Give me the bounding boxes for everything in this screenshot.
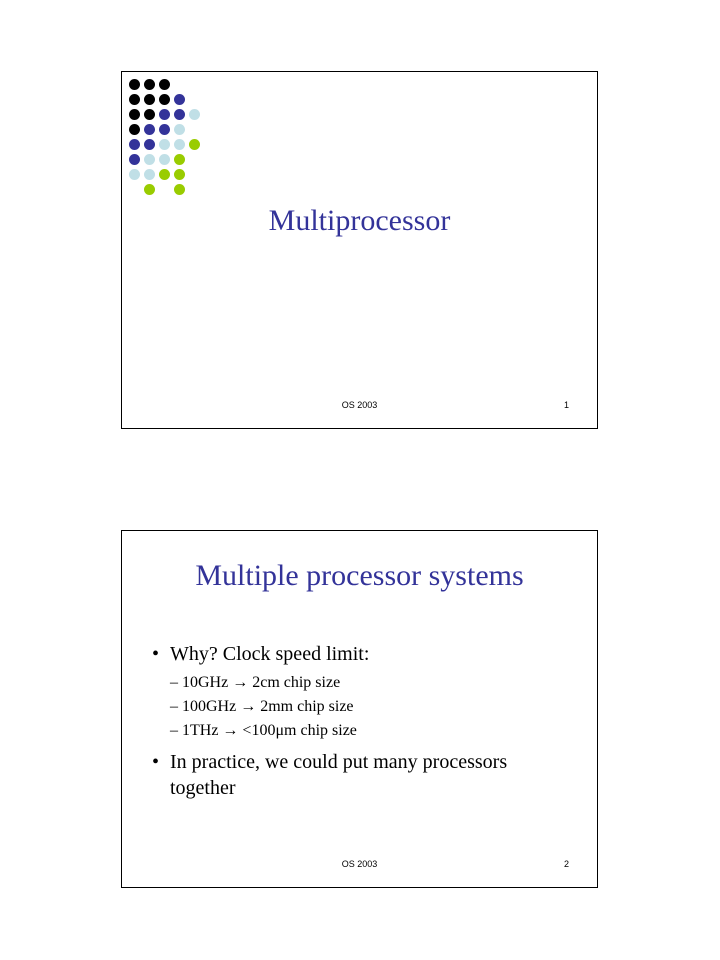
bullet-text: In practice, we could put many processors together bbox=[170, 751, 508, 799]
bullet-item bbox=[152, 641, 572, 667]
bullet-marker: • bbox=[152, 751, 160, 773]
slide-footer: OS 2003 bbox=[341, 859, 378, 869]
bullet-marker: • bbox=[152, 643, 160, 665]
decorative-dot bbox=[144, 79, 155, 90]
decorative-dot bbox=[144, 109, 155, 120]
decorative-dot bbox=[174, 184, 185, 195]
decorative-dot bbox=[129, 169, 140, 180]
decorative-dot bbox=[174, 109, 185, 120]
slide-number: 1 bbox=[563, 400, 569, 410]
decorative-dot bbox=[129, 109, 140, 120]
decorative-dot bbox=[159, 79, 170, 90]
decorative-dot bbox=[174, 139, 185, 150]
sub-bullet-list bbox=[170, 671, 572, 743]
sub-bullet-item: – 10GHz → 2cm chip size bbox=[170, 674, 341, 691]
decorative-dot bbox=[189, 139, 200, 150]
decorative-dot bbox=[144, 154, 155, 165]
slide-title: Multiprocessor bbox=[268, 204, 451, 237]
decorative-dot bbox=[174, 169, 185, 180]
slide-number: 2 bbox=[563, 859, 569, 869]
slide-1 bbox=[121, 71, 598, 429]
decorative-dot bbox=[159, 94, 170, 105]
decorative-dot bbox=[144, 124, 155, 135]
decorative-dot bbox=[129, 139, 140, 150]
decorative-dot bbox=[189, 109, 200, 120]
decorative-dot bbox=[159, 124, 170, 135]
decorative-dot bbox=[144, 184, 155, 195]
decorative-dot bbox=[159, 169, 170, 180]
sub-bullet-item: – 1THz → <100μm chip size bbox=[170, 722, 357, 739]
bullet-list bbox=[152, 641, 572, 805]
bullet-item bbox=[152, 749, 572, 801]
decorative-dot bbox=[174, 154, 185, 165]
bullet-text: Why? Clock speed limit: bbox=[170, 643, 370, 665]
slide-footer: OS 2003 bbox=[341, 400, 378, 410]
slide-2 bbox=[121, 530, 598, 888]
decorative-dot bbox=[159, 109, 170, 120]
decorative-dot bbox=[144, 94, 155, 105]
decorative-dot bbox=[129, 94, 140, 105]
decorative-dot bbox=[144, 169, 155, 180]
decorative-dot bbox=[129, 79, 140, 90]
sub-bullet-item: – 100GHz → 2mm chip size bbox=[170, 698, 354, 715]
decorative-dot bbox=[159, 154, 170, 165]
decorative-dot bbox=[129, 124, 140, 135]
decorative-dot bbox=[174, 124, 185, 135]
decorative-dot bbox=[159, 139, 170, 150]
decorative-dot bbox=[129, 154, 140, 165]
slide-title: Multiple processor systems bbox=[195, 559, 524, 592]
decorative-dot bbox=[144, 139, 155, 150]
decorative-dot-grid bbox=[122, 72, 222, 202]
decorative-dot bbox=[174, 94, 185, 105]
